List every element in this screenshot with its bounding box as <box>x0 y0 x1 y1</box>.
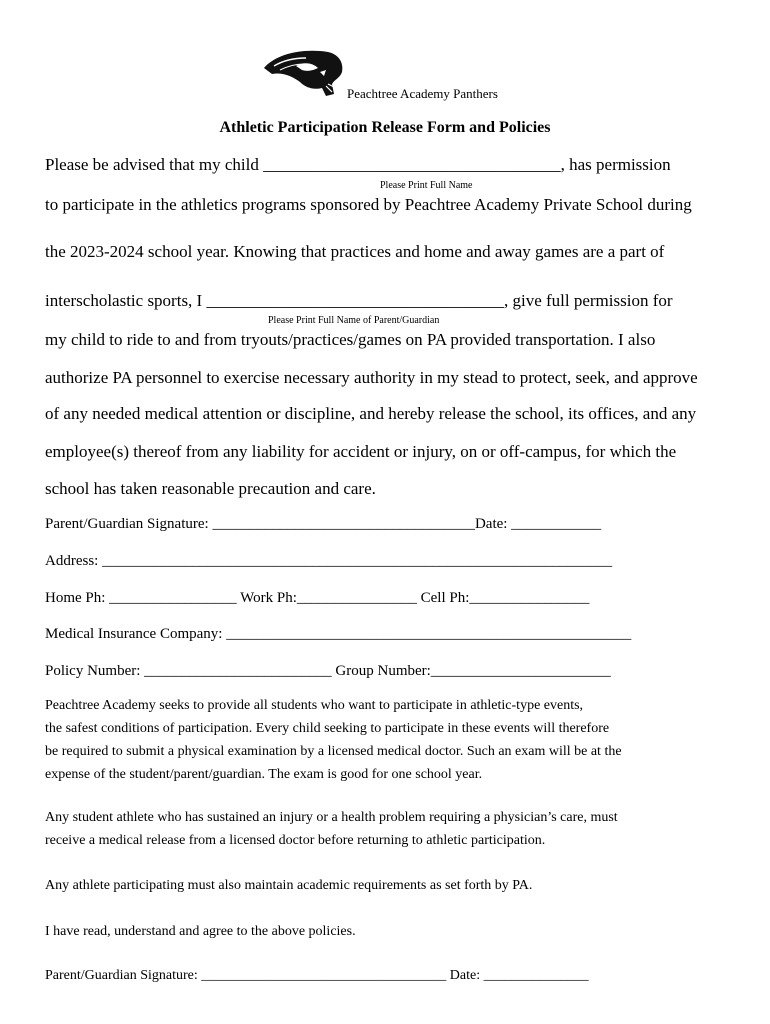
release-line-2: to participate in the athletics programs sponsored by Peachtree Academy Private School during <box>45 195 692 214</box>
release-line-3: the 2023-2024 school year. Knowing that practices and home and away games are a part of <box>45 242 665 261</box>
policy-p1-line-4: expense of the student/parent/guardian. The exam is good for one school year. <box>45 767 483 782</box>
insurance-field[interactable]: Medical Insurance Company: ______________________________________________________ <box>45 626 632 642</box>
release-line-1: Please be advised that my child ___________________________________, has permission <box>45 155 671 174</box>
release-line-6: authorize PA personnel to exercise necessary authority in my stead to protect, seek, and approve <box>45 368 698 387</box>
release-line-5: my child to ride to and from tryouts/practices/games on PA provided transportation. I also <box>45 330 656 349</box>
release-line-8: employee(s) thereof from any liability for accident or injury, on or off-campus, for which the <box>45 442 677 461</box>
phone-fields[interactable]: Home Ph: _________________ Work Ph:________________ Cell Ph:________________ <box>45 590 590 606</box>
address-field[interactable]: Address: ____________________________________________________________________ <box>45 553 613 569</box>
policy-group-field[interactable]: Policy Number: _________________________ Group Number:________________________ <box>45 663 611 679</box>
parent-name-hint: Please Print Full Name of Parent/Guardian <box>268 315 440 326</box>
policy-p4: I have read, understand and agree to the above policies. <box>45 924 356 939</box>
policy-p1-line-1: Peachtree Academy seeks to provide all students who want to participate in athletic-type events, <box>45 698 584 713</box>
policy-p3: Any athlete participating must also maintain academic requirements as set forth by PA. <box>45 878 533 893</box>
signature-date-field[interactable]: Parent/Guardian Signature: ___________________________________Date: ____________ <box>45 516 602 532</box>
policy-p1-line-3: be required to submit a physical examination by a licensed medical doctor. Such an exam will be at the <box>45 744 622 759</box>
policy-p2-line-1: Any student athlete who has sustained an injury or a health problem requiring a physician’s care, must <box>45 810 618 825</box>
release-line-7: of any needed medical attention or discipline, and hereby release the school, its offices, and any <box>45 404 697 423</box>
panther-logo-icon <box>262 48 346 98</box>
release-line-9: school has taken reasonable precaution and care. <box>45 479 376 498</box>
release-line-4: interscholastic sports, I ___________________________________, give full permission for <box>45 291 673 310</box>
policy-p1-line-2: the safest conditions of participation. Every child seeking to participate in these events will therefore <box>45 721 610 736</box>
child-name-hint: Please Print Full Name <box>380 180 473 191</box>
final-signature-field[interactable]: Parent/Guardian Signature: ___________________________________ Date: _______________ <box>45 968 589 983</box>
form-title: Athletic Participation Release Form and Policies <box>219 119 551 136</box>
organization-name: Peachtree Academy Panthers <box>347 86 498 101</box>
policy-p2-line-2: receive a medical release from a licensed doctor before returning to athletic participation. <box>45 833 546 848</box>
